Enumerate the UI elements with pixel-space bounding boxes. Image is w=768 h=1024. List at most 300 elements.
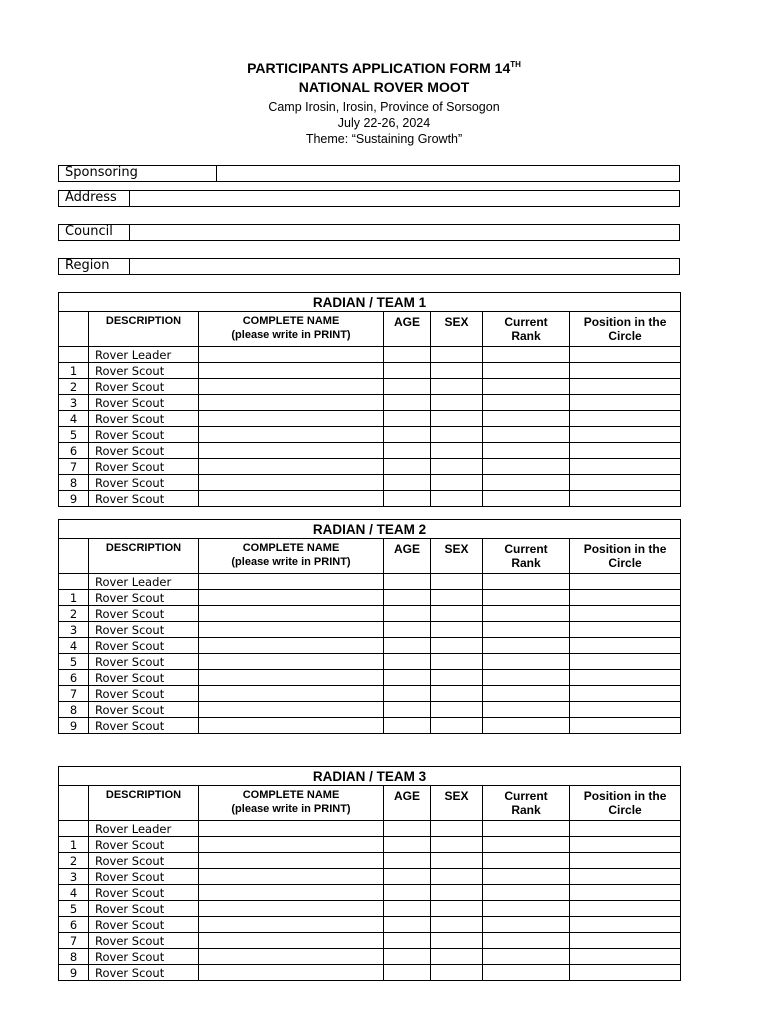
- description-header-label: DESCRIPTION: [105, 542, 182, 554]
- team-table-3: [58, 766, 681, 981]
- rank-cell[interactable]: [483, 965, 570, 981]
- table-row: [59, 411, 681, 427]
- position-cell[interactable]: [570, 821, 681, 837]
- age-cell[interactable]: [384, 606, 431, 622]
- position-header-line2: Circle: [608, 803, 642, 817]
- age-header: [384, 539, 431, 574]
- rank-cell[interactable]: [483, 363, 570, 379]
- sex-header: [431, 539, 483, 574]
- sex-cell[interactable]: [431, 965, 483, 981]
- position-header: [570, 539, 681, 574]
- name-cell[interactable]: [199, 901, 384, 917]
- sex-header: [431, 786, 483, 821]
- sex-cell[interactable]: [431, 590, 483, 606]
- sex-cell[interactable]: [431, 917, 483, 933]
- rank-cell[interactable]: [483, 574, 570, 590]
- rank-cell[interactable]: [483, 459, 570, 475]
- rank-cell[interactable]: [483, 686, 570, 702]
- position-header-line1: Position in the: [583, 789, 667, 803]
- rank-header: [483, 312, 570, 347]
- row-number: 8: [59, 949, 89, 965]
- row-description: Rover Scout: [89, 475, 199, 491]
- sex-cell[interactable]: [431, 933, 483, 949]
- name-cell[interactable]: [199, 606, 384, 622]
- name-cell[interactable]: [199, 686, 384, 702]
- age-cell[interactable]: [384, 837, 431, 853]
- age-cell[interactable]: [384, 702, 431, 718]
- age-cell[interactable]: [384, 965, 431, 981]
- position-cell[interactable]: [570, 491, 681, 507]
- row-description: Rover Leader: [89, 574, 199, 590]
- sex-header-label: SEX: [444, 789, 469, 803]
- row-description: Rover Scout: [89, 491, 199, 507]
- row-description: Rover Scout: [89, 837, 199, 853]
- row-description: Rover Scout: [89, 686, 199, 702]
- name-header-line1: COMPLETE NAME: [242, 315, 340, 327]
- rank-cell[interactable]: [483, 654, 570, 670]
- position-cell[interactable]: [570, 853, 681, 869]
- sex-cell[interactable]: [431, 443, 483, 459]
- position-cell[interactable]: [570, 427, 681, 443]
- team-table-1: [58, 292, 681, 507]
- description-header: [89, 786, 199, 821]
- position-cell[interactable]: [570, 443, 681, 459]
- name-cell[interactable]: [199, 638, 384, 654]
- sex-cell[interactable]: [431, 869, 483, 885]
- position-cell[interactable]: [570, 395, 681, 411]
- age-cell[interactable]: [384, 853, 431, 869]
- age-cell[interactable]: [384, 443, 431, 459]
- age-cell[interactable]: [384, 427, 431, 443]
- position-header-line2: Circle: [608, 556, 642, 570]
- table-row: [59, 427, 681, 443]
- row-description: Rover Scout: [89, 853, 199, 869]
- title-line1: PARTICIPANTS APPLICATION FORM 14: [247, 60, 511, 76]
- sex-cell[interactable]: [431, 622, 483, 638]
- age-cell[interactable]: [384, 363, 431, 379]
- age-cell[interactable]: [384, 654, 431, 670]
- position-cell[interactable]: [570, 347, 681, 363]
- name-cell[interactable]: [199, 837, 384, 853]
- sex-cell[interactable]: [431, 853, 483, 869]
- name-cell[interactable]: [199, 654, 384, 670]
- name-cell[interactable]: [199, 933, 384, 949]
- table-row: [59, 670, 681, 686]
- position-cell[interactable]: [570, 411, 681, 427]
- table-row: [59, 965, 681, 981]
- table-row: [59, 949, 681, 965]
- sex-cell[interactable]: [431, 670, 483, 686]
- row-number: 1: [59, 363, 89, 379]
- sex-cell[interactable]: [431, 363, 483, 379]
- name-cell[interactable]: [199, 475, 384, 491]
- age-cell[interactable]: [384, 670, 431, 686]
- rank-cell[interactable]: [483, 917, 570, 933]
- row-number: 6: [59, 443, 89, 459]
- rank-cell[interactable]: [483, 869, 570, 885]
- age-cell[interactable]: [384, 379, 431, 395]
- name-header-line2: (please write in PRINT): [231, 556, 351, 568]
- age-header-label: AGE: [393, 315, 420, 329]
- table-row: [59, 379, 681, 395]
- table-row: [59, 917, 681, 933]
- table-row: [59, 459, 681, 475]
- name-cell[interactable]: [199, 491, 384, 507]
- position-cell[interactable]: [570, 475, 681, 491]
- name-cell[interactable]: [199, 853, 384, 869]
- name-cell[interactable]: [199, 965, 384, 981]
- row-description: Rover Scout: [89, 949, 199, 965]
- rank-cell[interactable]: [483, 821, 570, 837]
- row-description: Rover Scout: [89, 965, 199, 981]
- age-cell[interactable]: [384, 395, 431, 411]
- age-cell[interactable]: [384, 821, 431, 837]
- sex-cell[interactable]: [431, 654, 483, 670]
- row-description: Rover Scout: [89, 606, 199, 622]
- position-header-line1: Position in the: [583, 542, 667, 556]
- row-description: Rover Scout: [89, 670, 199, 686]
- team-title: RADIAN / TEAM 1: [59, 293, 681, 312]
- row-description: Rover Scout: [89, 363, 199, 379]
- position-cell[interactable]: [570, 606, 681, 622]
- table-row: [59, 443, 681, 459]
- age-header: [384, 312, 431, 347]
- sex-cell[interactable]: [431, 885, 483, 901]
- position-cell[interactable]: [570, 869, 681, 885]
- rank-cell[interactable]: [483, 590, 570, 606]
- dates-text: July 22-26, 2024: [337, 116, 431, 130]
- rank-header: [483, 539, 570, 574]
- table-row: [59, 475, 681, 491]
- rank-header-line2: Rank: [511, 803, 541, 817]
- table-row: [59, 638, 681, 654]
- position-header: [570, 312, 681, 347]
- age-cell[interactable]: [384, 459, 431, 475]
- row-number: 9: [59, 718, 89, 734]
- sex-cell[interactable]: [431, 347, 483, 363]
- row-description: Rover Leader: [89, 347, 199, 363]
- row-number: 2: [59, 379, 89, 395]
- sex-cell[interactable]: [431, 718, 483, 734]
- form-title: [0, 60, 768, 76]
- sponsoring-label: Sponsoring: [59, 166, 217, 181]
- row-number: 2: [59, 606, 89, 622]
- age-cell[interactable]: [384, 491, 431, 507]
- sex-cell[interactable]: [431, 837, 483, 853]
- name-cell[interactable]: [199, 443, 384, 459]
- sex-cell[interactable]: [431, 638, 483, 654]
- table-row: [59, 606, 681, 622]
- complete-name-header: [199, 312, 384, 347]
- row-description: Rover Scout: [89, 459, 199, 475]
- age-cell[interactable]: [384, 686, 431, 702]
- row-number: 3: [59, 869, 89, 885]
- position-cell[interactable]: [570, 949, 681, 965]
- sex-cell[interactable]: [431, 411, 483, 427]
- sex-cell[interactable]: [431, 459, 483, 475]
- name-header-line1: COMPLETE NAME: [242, 789, 340, 801]
- row-number: 4: [59, 411, 89, 427]
- rank-header: [483, 786, 570, 821]
- team-title: RADIAN / TEAM 2: [59, 520, 681, 539]
- number-header: [59, 786, 89, 821]
- table-row: [59, 885, 681, 901]
- row-number: 5: [59, 427, 89, 443]
- sex-cell[interactable]: [431, 702, 483, 718]
- region-label: Region: [59, 259, 130, 274]
- row-description: Rover Scout: [89, 427, 199, 443]
- row-number: 1: [59, 837, 89, 853]
- name-header-line1: COMPLETE NAME: [242, 542, 340, 554]
- team-table-2: [58, 519, 681, 734]
- table-row: [59, 363, 681, 379]
- rank-cell[interactable]: [483, 411, 570, 427]
- sex-cell[interactable]: [431, 491, 483, 507]
- row-description: Rover Scout: [89, 933, 199, 949]
- row-number: [59, 574, 89, 590]
- row-description: Rover Scout: [89, 917, 199, 933]
- age-cell[interactable]: [384, 949, 431, 965]
- number-header: [59, 539, 89, 574]
- rank-header-line1: Current: [504, 789, 548, 803]
- name-cell[interactable]: [199, 718, 384, 734]
- table-row: [59, 574, 681, 590]
- row-number: 6: [59, 670, 89, 686]
- age-cell[interactable]: [384, 475, 431, 491]
- row-number: 5: [59, 901, 89, 917]
- position-cell[interactable]: [570, 670, 681, 686]
- row-number: 5: [59, 654, 89, 670]
- row-description: Rover Scout: [89, 885, 199, 901]
- rank-cell[interactable]: [483, 933, 570, 949]
- row-number: 6: [59, 917, 89, 933]
- position-cell[interactable]: [570, 837, 681, 853]
- rank-cell[interactable]: [483, 638, 570, 654]
- name-cell[interactable]: [199, 622, 384, 638]
- rank-header-line1: Current: [504, 542, 548, 556]
- row-number: 8: [59, 475, 89, 491]
- name-header-line2: (please write in PRINT): [231, 329, 351, 341]
- sex-cell[interactable]: [431, 606, 483, 622]
- age-header-label: AGE: [393, 789, 420, 803]
- position-cell[interactable]: [570, 590, 681, 606]
- name-cell[interactable]: [199, 347, 384, 363]
- row-number: 7: [59, 933, 89, 949]
- row-description: Rover Scout: [89, 379, 199, 395]
- sex-cell[interactable]: [431, 949, 483, 965]
- table-row: [59, 702, 681, 718]
- age-header-label: AGE: [393, 542, 420, 556]
- table-row: [59, 901, 681, 917]
- council-field[interactable]: [58, 224, 680, 241]
- table-row: [59, 686, 681, 702]
- sex-cell[interactable]: [431, 379, 483, 395]
- name-cell[interactable]: [199, 702, 384, 718]
- row-number: 3: [59, 622, 89, 638]
- name-cell[interactable]: [199, 411, 384, 427]
- table-row: [59, 491, 681, 507]
- row-number: 8: [59, 702, 89, 718]
- age-cell[interactable]: [384, 347, 431, 363]
- rank-header-line1: Current: [504, 315, 548, 329]
- row-description: Rover Scout: [89, 622, 199, 638]
- age-cell[interactable]: [384, 574, 431, 590]
- age-header: [384, 786, 431, 821]
- name-cell[interactable]: [199, 379, 384, 395]
- position-cell[interactable]: [570, 917, 681, 933]
- row-description: Rover Leader: [89, 821, 199, 837]
- position-cell[interactable]: [570, 933, 681, 949]
- rank-cell[interactable]: [483, 395, 570, 411]
- name-cell[interactable]: [199, 885, 384, 901]
- position-cell[interactable]: [570, 686, 681, 702]
- rank-header-line2: Rank: [511, 329, 541, 343]
- position-header-line2: Circle: [608, 329, 642, 343]
- row-description: Rover Scout: [89, 395, 199, 411]
- sex-cell[interactable]: [431, 395, 483, 411]
- row-number: 9: [59, 491, 89, 507]
- rank-cell[interactable]: [483, 670, 570, 686]
- title-superscript: TH: [510, 60, 521, 69]
- rank-cell[interactable]: [483, 427, 570, 443]
- position-cell[interactable]: [570, 718, 681, 734]
- table-row: [59, 718, 681, 734]
- sex-cell[interactable]: [431, 574, 483, 590]
- position-header-line1: Position in the: [583, 315, 667, 329]
- position-header: [570, 786, 681, 821]
- address-label: Address: [59, 191, 130, 206]
- table-row: [59, 590, 681, 606]
- row-number: [59, 821, 89, 837]
- position-cell[interactable]: [570, 901, 681, 917]
- name-cell[interactable]: [199, 917, 384, 933]
- name-cell[interactable]: [199, 395, 384, 411]
- name-cell[interactable]: [199, 949, 384, 965]
- name-cell[interactable]: [199, 869, 384, 885]
- row-number: 4: [59, 885, 89, 901]
- row-number: 9: [59, 965, 89, 981]
- age-cell[interactable]: [384, 917, 431, 933]
- rank-cell[interactable]: [483, 443, 570, 459]
- rank-cell[interactable]: [483, 622, 570, 638]
- row-description: Rover Scout: [89, 901, 199, 917]
- name-cell[interactable]: [199, 590, 384, 606]
- description-header: [89, 312, 199, 347]
- name-cell[interactable]: [199, 574, 384, 590]
- row-description: Rover Scout: [89, 590, 199, 606]
- position-cell[interactable]: [570, 363, 681, 379]
- row-description: Rover Scout: [89, 702, 199, 718]
- council-label: Council: [59, 225, 130, 240]
- sex-cell[interactable]: [431, 821, 483, 837]
- position-cell[interactable]: [570, 965, 681, 981]
- table-row: [59, 395, 681, 411]
- position-cell[interactable]: [570, 459, 681, 475]
- rank-cell[interactable]: [483, 853, 570, 869]
- name-cell[interactable]: [199, 363, 384, 379]
- row-number: 3: [59, 395, 89, 411]
- table-row: [59, 622, 681, 638]
- position-cell[interactable]: [570, 622, 681, 638]
- position-cell[interactable]: [570, 654, 681, 670]
- sex-header-label: SEX: [444, 542, 469, 556]
- rank-cell[interactable]: [483, 949, 570, 965]
- name-cell[interactable]: [199, 459, 384, 475]
- position-cell[interactable]: [570, 638, 681, 654]
- sex-cell[interactable]: [431, 475, 483, 491]
- row-number: 4: [59, 638, 89, 654]
- age-cell[interactable]: [384, 901, 431, 917]
- team-title: RADIAN / TEAM 3: [59, 767, 681, 786]
- age-cell[interactable]: [384, 411, 431, 427]
- row-description: Rover Scout: [89, 654, 199, 670]
- rank-cell[interactable]: [483, 347, 570, 363]
- table-row: [59, 821, 681, 837]
- rank-cell[interactable]: [483, 379, 570, 395]
- row-description: Rover Scout: [89, 411, 199, 427]
- age-cell[interactable]: [384, 885, 431, 901]
- age-cell[interactable]: [384, 933, 431, 949]
- name-cell[interactable]: [199, 821, 384, 837]
- name-cell[interactable]: [199, 670, 384, 686]
- row-description: Rover Scout: [89, 718, 199, 734]
- venue-text: Camp Irosin, Irosin, Province of Sorsogon: [268, 100, 500, 114]
- row-description: Rover Scout: [89, 869, 199, 885]
- table-row: [59, 853, 681, 869]
- name-header-line2: (please write in PRINT): [231, 803, 351, 815]
- sponsoring-field[interactable]: [58, 165, 680, 182]
- age-cell[interactable]: [384, 869, 431, 885]
- table-row: [59, 347, 681, 363]
- position-cell[interactable]: [570, 379, 681, 395]
- rank-cell[interactable]: [483, 837, 570, 853]
- rank-cell[interactable]: [483, 901, 570, 917]
- complete-name-header: [199, 786, 384, 821]
- table-row: [59, 933, 681, 949]
- table-row: [59, 837, 681, 853]
- row-number: 7: [59, 459, 89, 475]
- sex-header-label: SEX: [444, 315, 469, 329]
- age-cell[interactable]: [384, 638, 431, 654]
- rank-cell[interactable]: [483, 475, 570, 491]
- age-cell[interactable]: [384, 590, 431, 606]
- age-cell[interactable]: [384, 718, 431, 734]
- table-row: [59, 654, 681, 670]
- region-field[interactable]: [58, 258, 680, 275]
- complete-name-header: [199, 539, 384, 574]
- rank-cell[interactable]: [483, 718, 570, 734]
- sex-cell[interactable]: [431, 901, 483, 917]
- position-cell[interactable]: [570, 702, 681, 718]
- rank-cell[interactable]: [483, 702, 570, 718]
- rank-cell[interactable]: [483, 491, 570, 507]
- form-subtitle: NATIONAL ROVER MOOT: [298, 79, 470, 95]
- row-description: Rover Scout: [89, 443, 199, 459]
- sex-cell[interactable]: [431, 427, 483, 443]
- name-cell[interactable]: [199, 427, 384, 443]
- address-field[interactable]: [58, 190, 680, 207]
- sex-cell[interactable]: [431, 686, 483, 702]
- position-cell[interactable]: [570, 574, 681, 590]
- age-cell[interactable]: [384, 622, 431, 638]
- row-number: 2: [59, 853, 89, 869]
- theme-text: Theme: “Sustaining Growth”: [305, 132, 463, 146]
- description-header-label: DESCRIPTION: [105, 789, 182, 801]
- position-cell[interactable]: [570, 885, 681, 901]
- rank-cell[interactable]: [483, 885, 570, 901]
- rank-cell[interactable]: [483, 606, 570, 622]
- row-number: 1: [59, 590, 89, 606]
